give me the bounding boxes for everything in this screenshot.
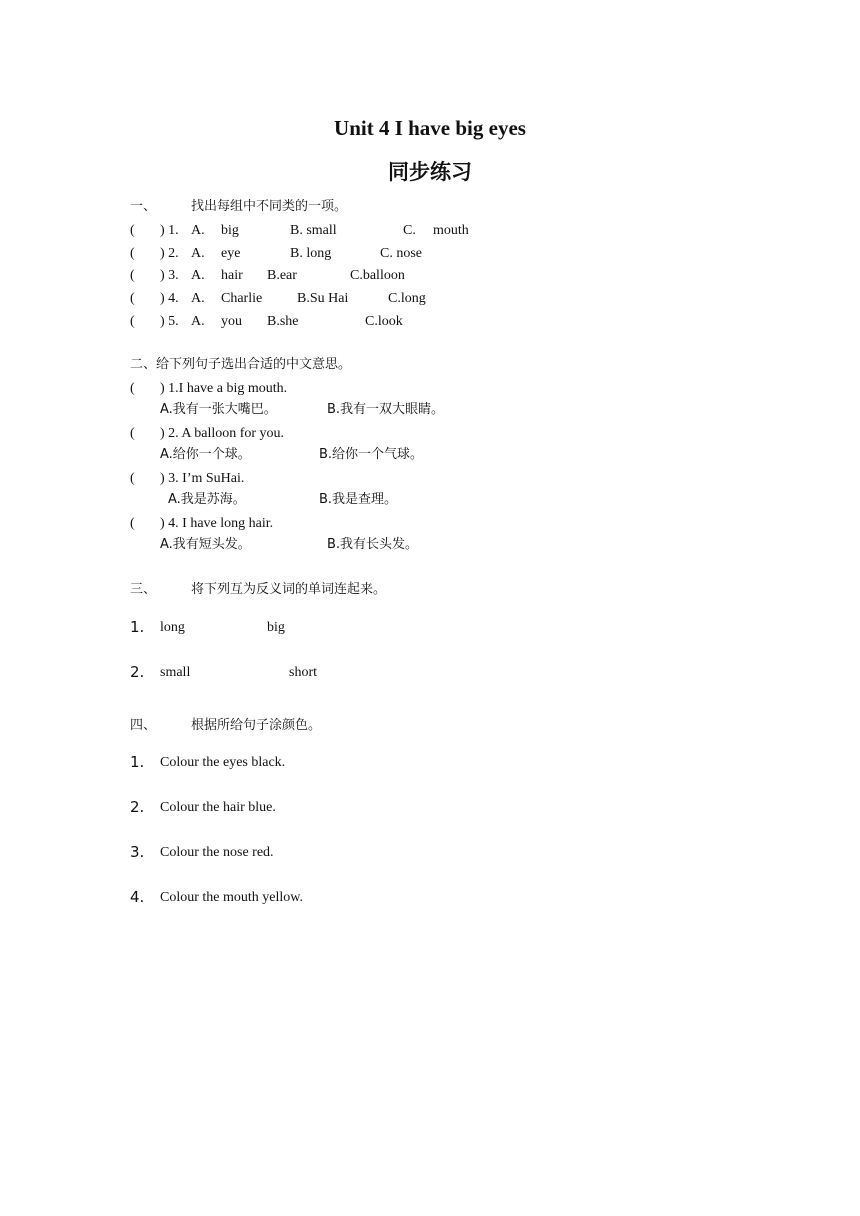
question-number: ) 2. — [160, 246, 179, 261]
option-a-label: A. — [191, 314, 205, 329]
answer-paren: ( — [130, 291, 135, 306]
section-1-instruction: 找出每组中不同类的一项。 — [191, 199, 348, 214]
option-b: B.she — [267, 314, 299, 329]
section-4-number: 四、 — [130, 718, 157, 733]
option-b: B.我有一双大眼睛。 — [327, 402, 445, 417]
left-word: long — [160, 620, 185, 635]
option-c: C.long — [388, 291, 426, 306]
option-b: B.我是查理。 — [319, 492, 398, 507]
option-a: A.我有短头发。 — [160, 537, 251, 552]
option-a-label: A. — [191, 268, 205, 283]
option-a-label: A. — [191, 223, 205, 238]
option-c: mouth — [433, 223, 469, 238]
item-number: 4. — [130, 888, 145, 906]
item-number: 1. — [130, 753, 145, 771]
right-word: short — [289, 665, 317, 680]
worksheet-title: Unit 4 I have big eyes — [334, 116, 526, 140]
answer-paren: ( — [130, 516, 135, 531]
option-a: eye — [221, 246, 241, 261]
answer-paren: ( — [130, 314, 135, 329]
option-a: big — [221, 223, 239, 238]
section-2-heading: 二、给下列句子选出合适的中文意思。 — [130, 357, 352, 372]
question-number: ) 5. — [160, 314, 179, 329]
answer-paren: ( — [130, 223, 135, 238]
instruction-text: Colour the mouth yellow. — [160, 890, 303, 905]
option-b: B. small — [290, 223, 337, 238]
left-word: small — [160, 665, 191, 680]
option-a-label: A. — [191, 246, 205, 261]
option-a: A.我有一张大嘴巴。 — [160, 402, 277, 417]
option-a: A.给你一个球。 — [160, 447, 251, 462]
instruction-text: Colour the eyes black. — [160, 755, 286, 770]
answer-paren: ( — [130, 381, 135, 396]
option-b: B. long — [290, 246, 332, 261]
answer-paren: ( — [130, 471, 135, 486]
item-number: 3. — [130, 843, 145, 861]
option-b: B.Su Hai — [297, 291, 349, 306]
section-3-instruction: 将下列互为反义词的单词连起来。 — [191, 582, 387, 597]
option-c: C. nose — [380, 246, 422, 261]
section-4-instruction: 根据所给句子涂颜色。 — [191, 718, 322, 733]
instruction-text: Colour the nose red. — [160, 845, 274, 860]
instruction-text: Colour the hair blue. — [160, 800, 276, 815]
option-c: C.look — [365, 314, 403, 329]
item-number: 2. — [130, 663, 145, 681]
option-b: B.我有长头发。 — [327, 537, 419, 552]
option-a: A.我是苏海。 — [168, 492, 246, 507]
question-number: ) 4. — [160, 291, 179, 306]
question-number: ) 1. — [160, 223, 179, 238]
question-sentence: ) 1.I have a big mouth. — [160, 381, 288, 396]
question-sentence: ) 2. A balloon for you. — [160, 426, 285, 441]
worksheet-subtitle: 同步练习 — [388, 160, 472, 184]
option-c: C.balloon — [350, 268, 405, 283]
option-b: B.给你一个气球。 — [319, 447, 424, 462]
item-number: 1. — [130, 618, 145, 636]
section-3-number: 三、 — [130, 582, 157, 597]
answer-paren: ( — [130, 426, 135, 441]
section-1-number: 一、 — [130, 199, 157, 214]
question-number: ) 3. — [160, 268, 179, 283]
item-number: 2. — [130, 798, 145, 816]
question-sentence: ) 4. I have long hair. — [160, 516, 274, 531]
option-c-label: C. — [403, 223, 416, 238]
right-word: big — [267, 620, 285, 635]
option-a: you — [221, 314, 242, 329]
answer-paren: ( — [130, 246, 135, 261]
option-a-label: A. — [191, 291, 205, 306]
answer-paren: ( — [130, 268, 135, 283]
question-sentence: ) 3. I’m SuHai. — [160, 471, 245, 486]
option-b: B.ear — [267, 268, 297, 283]
option-a: hair — [221, 268, 243, 283]
option-a: Charlie — [221, 291, 263, 306]
